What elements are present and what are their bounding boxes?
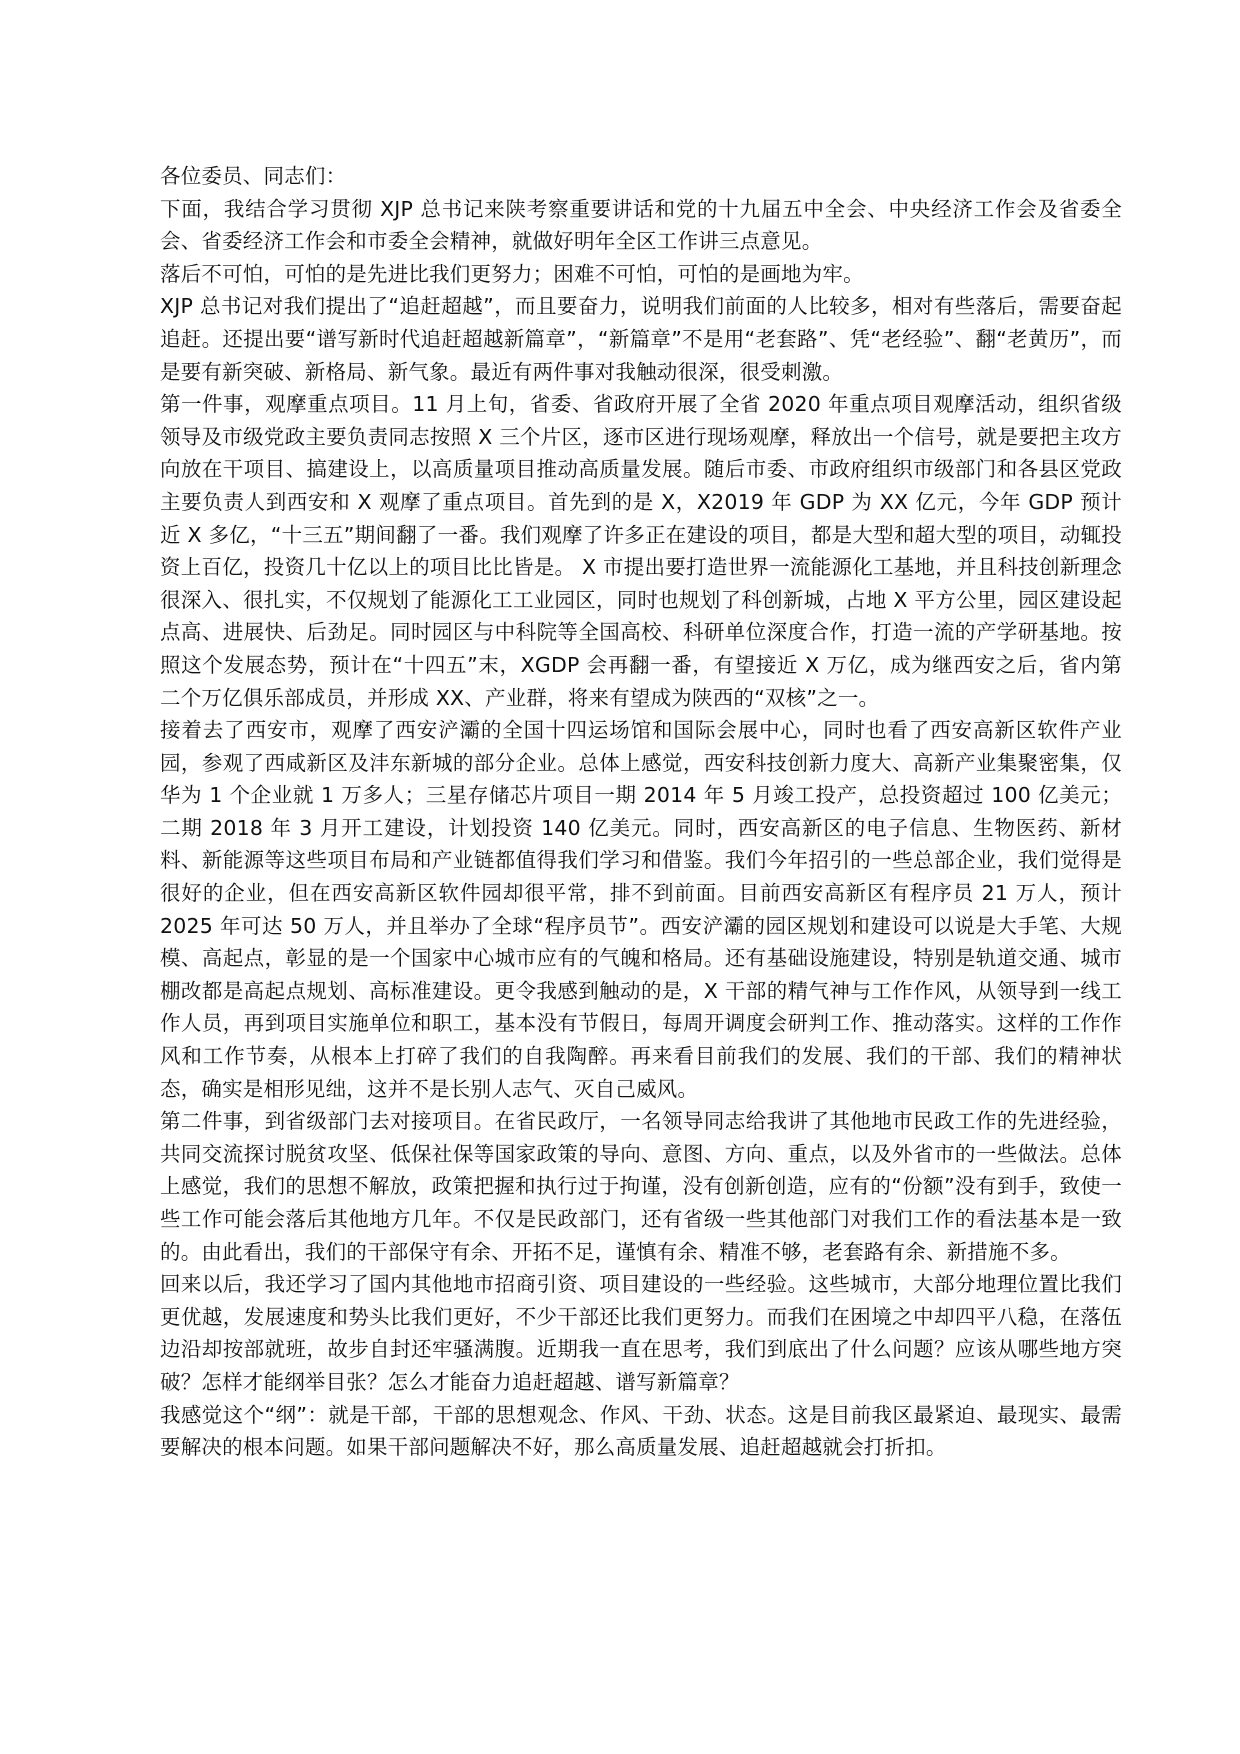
paragraph-key-issue: 我感觉这个“纲”：就是干部，干部的思想观念、作风、干劲、状态。这是目前我区最紧迫、最现实、最需要解决的根本问题。如果干部问题解决不好，那么高质量发展、追赶超越就会打折扣。	[160, 1402, 1122, 1460]
document-body	[160, 160, 1122, 1464]
paragraph-motto: 落后不可怕，可怕的是先进比我们更努力；困难不可怕，可怕的是画地为牢。	[160, 261, 864, 286]
paragraph-first-event: 第一件事，观摩重点项目。11 月上旬，省委、省政府开展了全省 2020 年重点项目观摩活动，组织省级领导及市级党政主要负责同志按照 X 三个片区，逐市区进行现场观摩，释放出一个信号，就是要把主攻方向放在干项目、搞建设上，以高质量项目推动高质量发展。随后市委、市政府组织市级部门和各县区党政主要负责人到西安和 X 观摩了重点项目。首先到的是 X，X2019 年 GDP 为 XX 亿元，今年 GDP 预计近 X 多亿，“十三五”期间翻了一番。我们观摩了许多正在建设的项目，都是大型和超大型的项目，动辄投资上百亿，投资几十亿以上的项目比比皆是。 X 市提出要打造世界一流能源化工基地，并且科技创新理念很深入、很扎实，不仅规划了能源化工工业园区，同时也规划了科创新城，占地 X 平方公里，园区建设起点高、进展快、后劲足。同时园区与中科院等全国高校、科研单位深度合作，打造一流的产学研基地。按照这个发展态势，预计在“十四五”末，XGDP 会再翻一番，有望接近 X 万亿，成为继西安之后，省内第二个万亿俱乐部成员，并形成 XX、产业群，将来有望成为陕西的“双核”之一。	[160, 392, 1122, 710]
salutation: 各位委员、同志们：	[160, 164, 347, 188]
paragraph-intro: 下面，我结合学习贯彻 XJP 总书记来陕考察重要讲话和党的十九届五中全会、中央经济工作会及省委全会、省委经济工作会和市委全会精神，就做好明年全区工作讲三点意见。	[160, 196, 1122, 254]
paragraph-catch-up: XJP 总书记对我们提出了“追赶超越”，而且要奋力，说明我们前面的人比较多，相对有些落后，需要奋起追赶。还提出要“谱写新时代追赶超越新篇章”，“新篇章”不是用“老套路”、凭“老经验”、翻“老黄历”，而是要有新突破、新格局、新气象。最近有两件事对我触动很深，很受刺激。	[160, 294, 1122, 384]
paragraph-xian-visit: 接着去了西安市，观摩了西安浐灞的全国十四运场馆和国际会展中心，同时也看了西安高新区软件产业园，参观了西咸新区及沣东新城的部分企业。总体上感觉，西安科技创新力度大、高新产业集聚密集，仅华为 1 个企业就 1 万多人；三星存储芯片项目一期 2014 年 5 月竣工投产，总投资超过 100 亿美元；二期 2018 年 3 月开工建设，计划投资 140 亿美元。同时，西安高新区的电子信息、生物医药、新材料、新能源等这些项目布局和产业链都值得我们学习和借鉴。我们今年招引的一些总部企业，我们觉得是很好的企业，但在西安高新区软件园却很平常，排不到前面。目前西安高新区有程序员 21 万人，预计 2025 年可达 50 万人，并且举办了全球“程序员节”。西安浐灞的园区规划和建设可以说是大手笔、大规模、高起点，彰显的是一个国家中心城市应有的气魄和格局。还有基础设施建设，特别是轨道交通、城市棚改都是高起点规划、高标准建设。更令我感到触动的是，X 干部的精气神与工作作风，从领导到一线工作人员，再到项目实施单位和职工，基本没有节假日，每周开调度会研判工作、推动落实。这样的工作作风和工作节奏，从根本上打碎了我们的自我陶醉。再来看目前我们的发展、我们的干部、我们的精神状态，确实是相形见绌，这并不是长别人志气、灭自己威风。	[160, 718, 1122, 1101]
paragraph-reflection: 回来以后，我还学习了国内其他地市招商引资、项目建设的一些经验。这些城市，大部分地理位置比我们更优越，发展速度和势头比我们更好，不少干部还比我们更努力。而我们在困境之中却四平八稳，在落伍边沿却按部就班，故步自封还牢骚满腹。近期我一直在思考，我们到底出了什么问题？应该从哪些地方突破？怎样才能纲举目张？怎么才能奋力追赶超越、谱写新篇章？	[160, 1272, 1122, 1394]
paragraph-second-event: 第二件事，到省级部门去对接项目。在省民政厅，一名领导同志给我讲了其他地市民政工作的先进经验，共同交流探讨脱贫攻坚、低保社保等国家政策的导向、意图、方向、重点，以及外省市的一些做法。总体上感觉，我们的思想不解放，政策把握和执行过于拘谨，没有创新创造，应有的“份额”没有到手，致使一些工作可能会落后其他地方几年。不仅是民政部门，还有省级一些其他部门对我们工作的看法基本是一致的。由此看出，我们的干部保守有余、开拓不足，谨慎有余、精准不够，老套路有余、新措施不多。	[160, 1109, 1122, 1264]
